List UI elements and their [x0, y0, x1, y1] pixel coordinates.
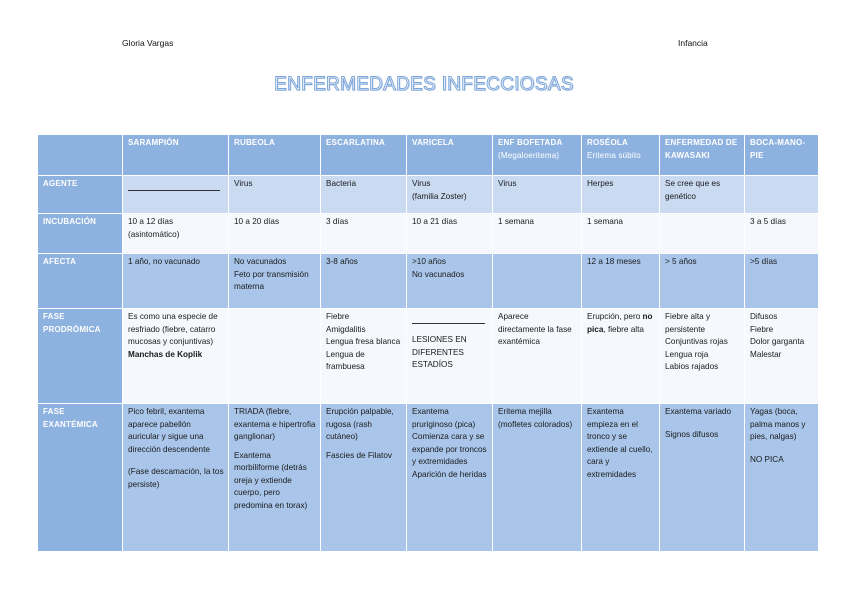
corner-cell [38, 135, 123, 176]
col-header-kawasaki: ENFERMEDAD DE KAWASAKI [660, 135, 745, 176]
cell-exantemica-rubeola: TRIADA (fiebre, exantema e hipertrofia ganglionar) Exantema morbiliforme (detrás oreja y extiende cuerpo, pero predomina en torax) [229, 404, 321, 552]
cell-afecta-varicela: >10 años No vacunados [407, 254, 493, 309]
cell-exantemica-sarampion: Pico febril, exantema aparece pabellón auricular y sigue una dirección descendente (Fase descamación, la tos persiste) [123, 404, 229, 552]
cell-prodromica-rubeola [229, 309, 321, 404]
cell-agente-varicela: Virus (familia Zoster) [407, 176, 493, 214]
col-header-boca-mano-pie: BOCA-MANO-PIE [745, 135, 819, 176]
cell-incubacion-boca: 3 a 5 días [745, 214, 819, 254]
author-name: Gloria Vargas [122, 38, 174, 48]
row-label-incubacion: INCUBACIÓN [38, 214, 123, 254]
cell-agente-bofetada: Virus [493, 176, 582, 214]
cell-afecta-escarlatina: 3-8 años [321, 254, 407, 309]
cell-prodromica-bofetada: Aparece directamente la fase exantémica [493, 309, 582, 404]
cell-prodromica-sarampion: Es como una especie de resfriado (fiebre, catarro mucosas y conjuntivas) Manchas de Koplik [123, 309, 229, 404]
col-header-rubeola: RUBEOLA [229, 135, 321, 176]
col-header-escarlatina: ESCARLATINA [321, 135, 407, 176]
cell-incubacion-escarlatina: 3 días [321, 214, 407, 254]
cell-agente-rubeola: Virus [229, 176, 321, 214]
cell-afecta-boca: >5 días [745, 254, 819, 309]
cell-prodromica-kawasaki: Fiebre alta y persistente Conjuntivas rojas Lengua roja Labios rajados [660, 309, 745, 404]
row-label-afecta: AFECTA [38, 254, 123, 309]
row-label-prodromica: FASE PRODRÓMICA [38, 309, 123, 404]
cell-exantemica-varicela: Exantema pruriginoso (pica) Comienza cara y se expande por troncos y extremidades Aparición de heridas [407, 404, 493, 552]
cell-agente-escarlatina: Bacteria [321, 176, 407, 214]
cell-afecta-rubeola: No vacunados Feto por transmisión materna [229, 254, 321, 309]
subject-label: Infancia [678, 38, 708, 48]
cell-incubacion-varicela: 10 a 21 días [407, 214, 493, 254]
row-label-exantemica: FASE EXANTÉMICA [38, 404, 123, 552]
cell-prodromica-varicela: LESIONES EN DIFERENTES ESTADÍOS [407, 309, 493, 404]
table-header-row [38, 135, 819, 176]
col-header-sarampion: SARAMPIÓN [123, 135, 229, 176]
cell-prodromica-boca: Difusos Fiebre Dolor garganta Malestar [745, 309, 819, 404]
row-label-agente: AGENTE [38, 176, 123, 214]
row-afecta [38, 254, 819, 309]
cell-agente-sarampion [123, 176, 229, 214]
cell-incubacion-roseola: 1 semana [582, 214, 660, 254]
cell-incubacion-kawasaki [660, 214, 745, 254]
cell-exantemica-boca: Yagas (boca, palma manos y pies, nalgas) NO PICA [745, 404, 819, 552]
cell-afecta-kawasaki: > 5 años [660, 254, 745, 309]
cell-afecta-bofetada [493, 254, 582, 309]
col-header-bofetada: ENF BOFETADA (Megaloeritema) [493, 135, 582, 176]
document-title: ENFERMEDADES INFECCIOSAS [274, 74, 574, 95]
row-agente [38, 176, 819, 214]
cell-prodromica-escarlatina: Fiebre Amigdalitis Lengua fresa blanca Lengua de frambuesa [321, 309, 407, 404]
row-fase-prodromica [38, 309, 819, 404]
cell-incubacion-bofetada: 1 semana [493, 214, 582, 254]
cell-incubacion-rubeola: 10 a 20 días [229, 214, 321, 254]
row-incubacion [38, 214, 819, 254]
cell-exantemica-escarlatina: Erupción palpable, rugosa (rash cutáneo) Fascies de Filatov [321, 404, 407, 552]
cell-prodromica-roseola: Erupción, pero no pica, fiebre alta [582, 309, 660, 404]
col-header-roseola: ROSÉOLA Eritema súbito [582, 135, 660, 176]
cell-exantemica-kawasaki: Exantema variado Signos difusos [660, 404, 745, 552]
cell-exantemica-bofetada: Eritema mejilla (mofletes colorados) [493, 404, 582, 552]
cell-afecta-sarampion: 1 año, no vacunado [123, 254, 229, 309]
row-fase-exantemica [38, 404, 819, 552]
cell-afecta-roseola: 12 a 18 meses [582, 254, 660, 309]
cell-agente-boca [745, 176, 819, 214]
cell-agente-kawasaki: Se cree que es genético [660, 176, 745, 214]
cell-agente-roseola: Herpes [582, 176, 660, 214]
blank-line [128, 186, 220, 191]
cell-exantemica-roseola: Exantema empieza en el tronco y se extiende al cuello, cara y extremidades [582, 404, 660, 552]
diseases-table [37, 134, 819, 552]
cell-incubacion-sarampion: 10 a 12 días (asintomático) [123, 214, 229, 254]
col-header-varicela: VARICELA [407, 135, 493, 176]
